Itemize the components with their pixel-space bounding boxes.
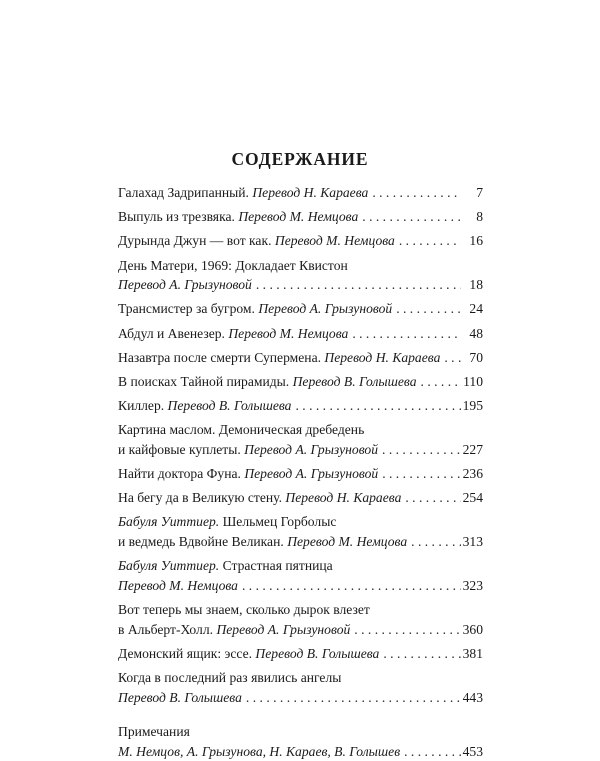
- entry-text: [118, 512, 336, 532]
- toc-entry: [118, 231, 483, 251]
- toc-entry: [118, 464, 483, 484]
- dot-leader: [417, 372, 461, 392]
- toc-line: [118, 440, 483, 460]
- dot-leader: [378, 440, 461, 460]
- toc-line: [118, 231, 483, 251]
- toc-line: [118, 207, 483, 227]
- entry-title: Когда в последний раз явились ангелы: [118, 669, 342, 685]
- entry-title: Страстная пятница: [222, 558, 333, 574]
- toc-line: [118, 299, 483, 319]
- toc-line: [118, 464, 483, 484]
- dot-leader: [242, 688, 461, 708]
- toc-entry: [118, 512, 483, 551]
- entry-translator: Перевод А. Грызуновой: [244, 466, 379, 482]
- page-number: 443: [462, 689, 483, 705]
- entry-title: Примечания: [118, 724, 190, 740]
- entry-translator: Перевод М. Немцова: [287, 534, 408, 550]
- toc-line: [118, 256, 483, 276]
- toc-entry: [118, 644, 483, 664]
- entry-text: [118, 231, 395, 251]
- toc-line: [118, 600, 483, 620]
- dot-leader: [379, 644, 461, 664]
- table-of-contents: [118, 183, 483, 761]
- entry-author-italic: Бабуля Уиттиер.: [118, 558, 220, 574]
- page-number: 236: [462, 466, 483, 482]
- toc-line: [118, 183, 483, 203]
- entry-author-italic: Бабуля Уиттиер.: [118, 514, 220, 530]
- dot-leader: [348, 324, 461, 344]
- entry-title: Абдул и Авенезер.: [118, 325, 225, 341]
- entry-translator: Перевод В. Голышева: [255, 645, 380, 661]
- toc-entry: [118, 556, 483, 595]
- page-number: 7: [476, 185, 483, 200]
- entry-title: На бегу да в Великую стену.: [118, 490, 282, 506]
- toc-line: [118, 348, 483, 368]
- entry-translator: Перевод А. Грызуновой: [244, 441, 379, 457]
- entry-title: В поисках Тайной пирамиды.: [118, 373, 290, 389]
- entry-translator: Перевод Н. Караева: [252, 185, 369, 200]
- entry-text: [118, 644, 379, 664]
- page-number: 48: [469, 325, 483, 341]
- entry-text: [118, 488, 401, 508]
- dot-leader: [392, 299, 461, 319]
- entry-text: [118, 324, 348, 344]
- toc-line: [118, 420, 483, 440]
- toc-entry: [118, 207, 483, 227]
- entry-text: [118, 348, 440, 368]
- dot-leader: [401, 488, 461, 508]
- entry-text: [118, 440, 378, 460]
- entry-title: Назавтра после смерти Супермена.: [118, 349, 321, 365]
- entry-text: [118, 207, 358, 227]
- toc-entry: [118, 372, 483, 392]
- toc-line: [118, 644, 483, 664]
- page-number: 323: [462, 577, 483, 593]
- toc-line: [118, 324, 483, 344]
- toc-entry: [118, 183, 483, 203]
- entry-translator: Перевод А. Грызуновой: [118, 277, 252, 293]
- entry-title: День Матери, 1969: Докладает Квистон: [118, 257, 348, 273]
- toc-entry: [118, 488, 483, 508]
- entry-text: [118, 668, 341, 688]
- toc-entry: [118, 324, 483, 344]
- dot-leader: [400, 742, 461, 761]
- entry-title: Выпуль из трезвяка.: [118, 209, 235, 225]
- entry-title: Демонский ящик: эссе.: [118, 645, 253, 661]
- entry-text: [118, 183, 368, 203]
- dot-leader: [407, 532, 461, 552]
- entry-title: Шельмец Горболыс: [222, 514, 337, 530]
- entry-text: [118, 372, 417, 392]
- dot-leader: [350, 620, 461, 640]
- page-number: 453: [462, 743, 483, 759]
- entry-text: [118, 688, 242, 708]
- page-number: 227: [462, 441, 483, 457]
- page-number: 313: [462, 534, 483, 550]
- entry-title: Дурында Джун — вот как.: [118, 233, 272, 249]
- entry-title: и кайфовые куплеты.: [118, 441, 241, 457]
- toc-line: [118, 512, 483, 532]
- toc-entry: [118, 256, 483, 295]
- toc-line: [118, 275, 483, 295]
- dot-leader: [378, 464, 461, 484]
- page-number: 254: [462, 490, 483, 506]
- entry-text: [118, 742, 400, 761]
- entry-text: [118, 620, 350, 640]
- entry-translator: М. Немцов, А. Грызунова, Н. Караев, В. Голышев: [118, 743, 401, 759]
- dot-leader: [358, 207, 461, 227]
- page-number: 16: [469, 233, 483, 249]
- page-number: 24: [469, 301, 483, 317]
- entry-text: [118, 556, 333, 576]
- toc-entry: [118, 600, 483, 639]
- entry-translator: Перевод М. Немцова: [228, 325, 349, 341]
- entry-title: Картина маслом. Демоническая дребедень: [118, 422, 365, 438]
- entry-text: [118, 464, 378, 484]
- toc-line: [118, 688, 483, 708]
- toc-entry: [118, 668, 483, 707]
- entry-translator: Перевод В. Голышева: [118, 689, 242, 705]
- toc-entry: [118, 396, 483, 416]
- toc-entry: [118, 299, 483, 319]
- entry-text: [118, 299, 392, 319]
- dot-leader: [440, 348, 461, 368]
- entry-title: и ведмедь Вдвойне Великан.: [118, 534, 284, 550]
- dot-leader: [252, 275, 461, 295]
- entry-title: Найти доктора Фуна.: [118, 466, 241, 482]
- toc-line: [118, 668, 483, 688]
- entry-text: [118, 275, 252, 295]
- page-title: СОДЕРЖАНИЕ: [231, 149, 369, 169]
- entry-translator: Перевод М. Немцова: [274, 233, 395, 249]
- entry-translator: Перевод В. Голышева: [167, 398, 292, 414]
- dot-leader: [368, 183, 461, 203]
- page-number: 110: [463, 373, 483, 389]
- entry-translator: Перевод А. Грызуновой: [258, 301, 393, 317]
- entry-translator: Перевод Н. Караева: [285, 490, 402, 506]
- toc-line: [118, 742, 483, 761]
- entry-text: [118, 722, 190, 742]
- page-number: 195: [462, 398, 483, 414]
- page-number: 8: [476, 209, 483, 225]
- entry-translator: Перевод В. Голышева: [292, 373, 417, 389]
- entry-title: Трансмистер за бугром.: [118, 301, 255, 317]
- entry-title: Галахад Задрипанный.: [118, 185, 249, 200]
- entry-translator: Перевод А. Грызуновой: [216, 621, 351, 637]
- dot-leader: [291, 396, 461, 416]
- entry-translator: Перевод Н. Караева: [324, 349, 441, 365]
- entry-title: Вот теперь мы знаем, сколько дырок влезет: [118, 602, 370, 617]
- dot-leader: [238, 576, 461, 596]
- toc-line: [118, 372, 483, 392]
- dot-leader: [395, 231, 461, 251]
- entry-text: [118, 396, 291, 416]
- page-number: 70: [469, 349, 483, 365]
- page-number: 381: [462, 645, 483, 661]
- entry-translator: Перевод М. Немцова: [118, 577, 238, 593]
- page-number: 18: [469, 277, 483, 293]
- entry-title: в Альберт-Холл.: [118, 621, 214, 637]
- entry-title: Киллер.: [118, 398, 165, 414]
- toc-entry: [118, 420, 483, 459]
- toc-line: [118, 620, 483, 640]
- entry-text: [118, 256, 348, 276]
- toc-entry: [118, 348, 483, 368]
- page-number: 360: [462, 621, 483, 637]
- toc-line: [118, 396, 483, 416]
- toc-line: [118, 532, 483, 552]
- entry-text: [118, 420, 364, 440]
- toc-line: [118, 488, 483, 508]
- entry-translator: Перевод М. Немцова: [238, 209, 359, 225]
- toc-line: [118, 556, 483, 576]
- toc-entry: [118, 722, 483, 761]
- toc-line: [118, 576, 483, 596]
- entry-text: [118, 532, 407, 552]
- toc-line: [118, 722, 483, 742]
- entry-text: [118, 576, 238, 596]
- entry-text: [118, 600, 370, 620]
